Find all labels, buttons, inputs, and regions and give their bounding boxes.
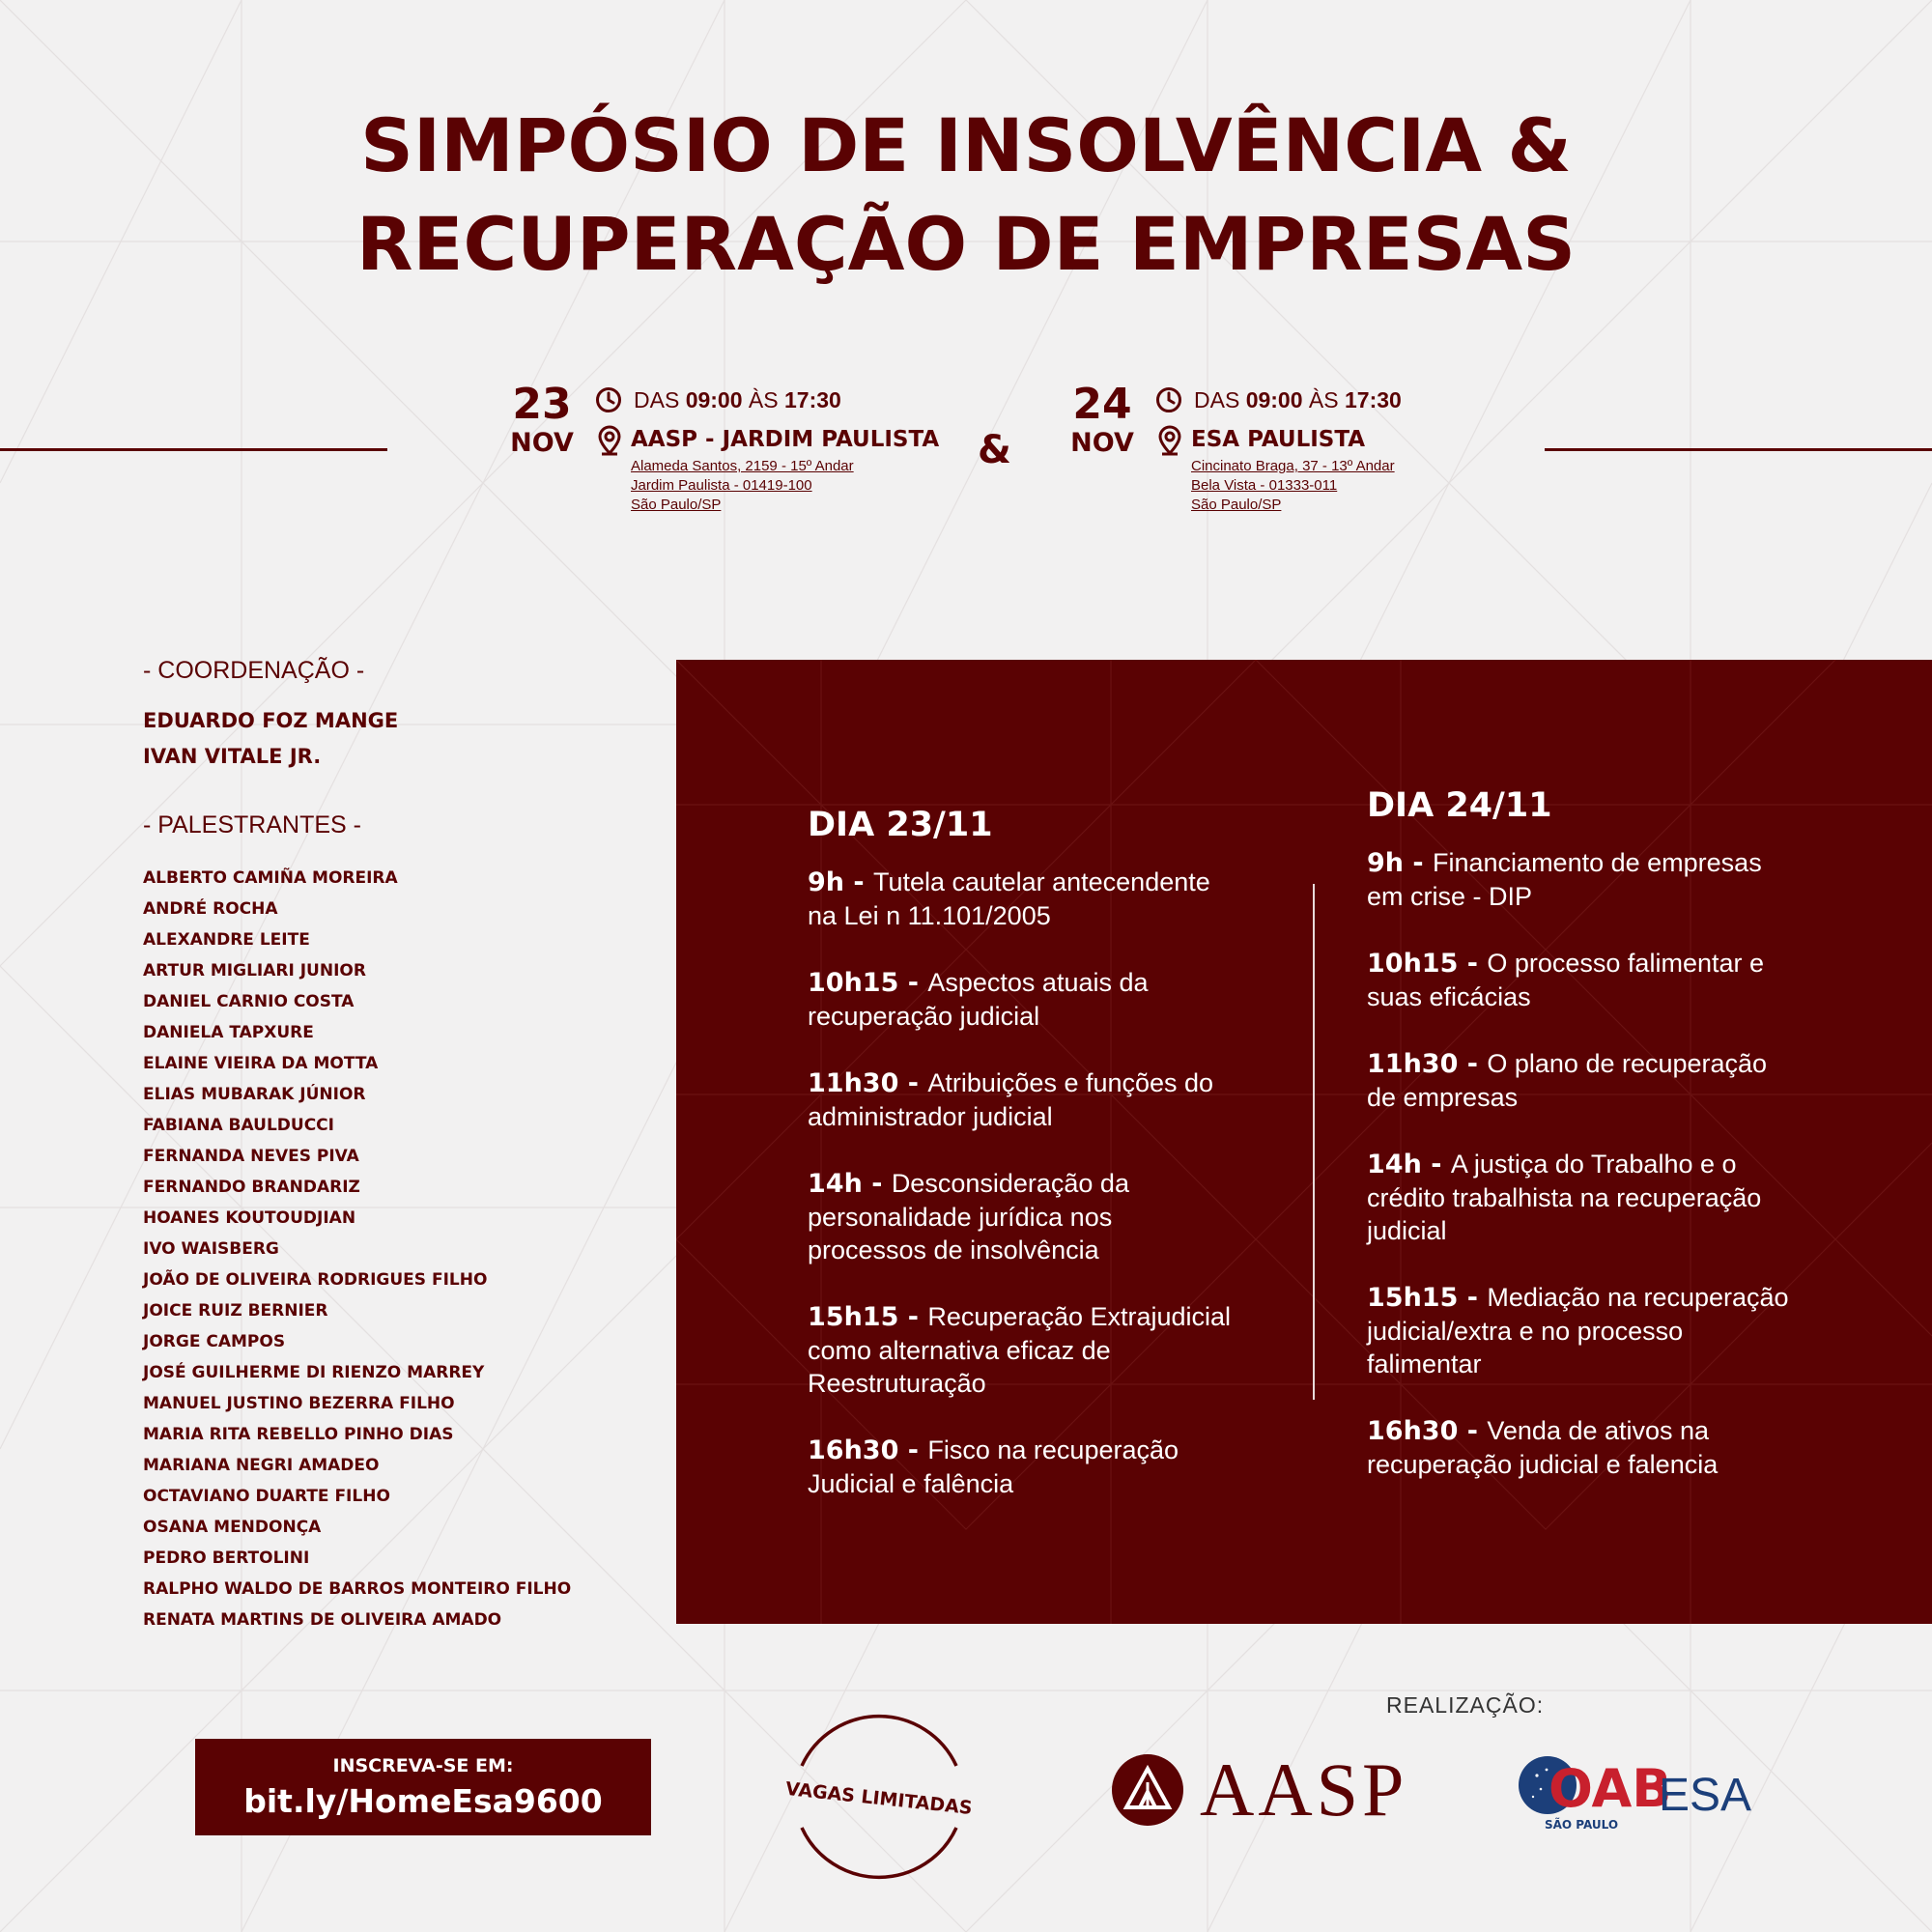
item-text: Venda de ativos na	[1487, 1416, 1710, 1445]
address-line[interactable]: Cincinato Braga, 37 - 13º Andar	[1191, 458, 1395, 474]
event-day: 23	[512, 380, 572, 429]
address-line[interactable]: Alameda Santos, 2159 - 15º Andar	[631, 458, 854, 474]
item-text: em crise - DIP	[1367, 882, 1533, 911]
ampersand: &	[978, 428, 1011, 472]
program-item	[1367, 1414, 1889, 1481]
title-line-1: SIMPÓSIO DE INSOLVÊNCIA &	[360, 102, 1572, 188]
esa-logo-text: ESA	[1659, 1770, 1752, 1821]
speaker-name: MARIANA NEGRI AMADEO	[143, 1456, 380, 1475]
coordination-heading: - COORDENAÇÃO -	[143, 657, 365, 684]
item-text: Desconsideração da	[891, 1169, 1129, 1198]
item-text: Tutela cautelar antecendente	[873, 867, 1210, 896]
event-month: NOV	[510, 428, 574, 458]
speaker-name: ALBERTO CAMIÑA MOREIRA	[143, 868, 398, 888]
item-text: Mediação na recuperação	[1487, 1283, 1789, 1312]
program-day-heading: DIA 24/11	[1367, 786, 1552, 825]
time-start: 09:00	[1245, 386, 1303, 412]
limited-spots-stamp	[765, 1700, 993, 1893]
aasp-logo-text: AASP	[1200, 1747, 1408, 1832]
speaker-name: HOANES KOUTOUDJIAN	[143, 1208, 356, 1228]
event-month: NOV	[1070, 428, 1134, 458]
signup-label: INSCREVA-SE EM:	[332, 1755, 514, 1776]
speaker-name: PEDRO BERTOLINI	[143, 1548, 310, 1568]
coordinator-name: EDUARDO FOZ MANGE	[143, 709, 399, 732]
speaker-name: MARIA RITA REBELLO PINHO DIAS	[143, 1425, 454, 1444]
event-date-2	[1063, 380, 1142, 460]
program-item	[808, 1434, 1271, 1500]
item-text: A justiça do Trabalho e o	[1450, 1150, 1737, 1179]
item-text: Financiamento de empresas	[1433, 848, 1762, 877]
venue-name-2: ESA PAULISTA	[1191, 427, 1366, 452]
speaker-name: DANIEL CARNIO COSTA	[143, 992, 355, 1011]
item-text: judicial	[1367, 1216, 1447, 1245]
program-item	[1367, 1148, 1889, 1247]
speaker-name: RENATA MARTINS DE OLIVEIRA AMADO	[143, 1610, 502, 1630]
item-time: 10h15 -	[808, 968, 928, 998]
item-time: 15h15 -	[808, 1302, 928, 1332]
item-text: personalidade jurídica nos	[808, 1203, 1113, 1232]
program-item	[808, 1167, 1271, 1266]
organizers-label: REALIZAÇÃO:	[1386, 1692, 1545, 1718]
coordinator-name: IVAN VITALE JR.	[143, 745, 322, 768]
divider-line-right	[1545, 448, 1932, 451]
speaker-name: JOICE RUIZ BERNIER	[143, 1301, 328, 1321]
item-text: Atribuições e funções do	[927, 1068, 1214, 1097]
item-text: como alternativa eficaz de	[808, 1336, 1111, 1365]
item-text: Fisco na recuperação	[927, 1435, 1179, 1464]
speaker-name: FERNANDA NEVES PIVA	[143, 1147, 359, 1166]
address-line[interactable]: Bela Vista - 01333-011	[1191, 477, 1338, 494]
program-item	[808, 966, 1271, 1033]
time-end: 17:30	[1344, 386, 1402, 412]
item-text: de empresas	[1367, 1083, 1519, 1112]
address-line[interactable]: Jardim Paulista - 01419-100	[631, 477, 812, 494]
speaker-name: OSANA MENDONÇA	[143, 1518, 322, 1537]
program-item	[808, 1300, 1271, 1400]
item-text: Judicial e falência	[808, 1469, 1014, 1498]
item-text: administrador judicial	[808, 1102, 1053, 1131]
item-text: na Lei n 11.101/2005	[808, 901, 1051, 930]
signup-button[interactable]	[195, 1739, 651, 1835]
time-end: 17:30	[783, 386, 841, 412]
item-text: Aspectos atuais da	[927, 968, 1149, 997]
address-line[interactable]: São Paulo/SP	[1191, 497, 1282, 513]
item-time: 14h -	[808, 1169, 892, 1199]
time-mid: ÀS	[742, 386, 784, 412]
program-day-heading: DIA 23/11	[808, 806, 993, 844]
location-pin-icon	[596, 425, 623, 456]
event-day: 24	[1072, 380, 1132, 429]
event-title	[0, 97, 1932, 294]
item-time: 9h -	[1367, 848, 1434, 878]
item-time: 16h30 -	[808, 1435, 928, 1465]
venue-address-1	[631, 457, 854, 515]
item-text: O processo falimentar e	[1487, 949, 1764, 978]
program-item	[808, 1066, 1271, 1133]
location-pin-icon	[1156, 425, 1183, 456]
time-prefix: DAS	[634, 386, 686, 412]
clock-icon	[595, 386, 622, 413]
program-item	[1367, 1047, 1889, 1114]
program-day-1	[808, 804, 1271, 1534]
item-time: 16h30 -	[1367, 1416, 1488, 1446]
item-text: processos de insolvência	[808, 1236, 1099, 1264]
item-time: 15h15 -	[1367, 1283, 1488, 1313]
item-text: recuperação judicial	[808, 1002, 1040, 1031]
time-mid: ÀS	[1302, 386, 1345, 412]
address-line[interactable]: São Paulo/SP	[631, 497, 722, 513]
speaker-name: JOSÉ GUILHERME DI RIENZO MARREY	[143, 1363, 485, 1382]
speaker-name: OCTAVIANO DUARTE FILHO	[143, 1487, 390, 1506]
oab-esa-logo[interactable]	[1512, 1750, 1753, 1833]
speaker-name: ELAINE VIEIRA DA MOTTA	[143, 1054, 379, 1073]
speakers-heading: - PALESTRANTES -	[143, 811, 361, 838]
speaker-name: ELIAS MUBARAK JÚNIOR	[143, 1085, 366, 1104]
event-date-1	[502, 380, 582, 460]
speakers-list	[143, 863, 571, 1635]
speaker-name: FABIANA BAULDUCCI	[143, 1116, 334, 1135]
item-text: Recuperação Extrajudicial	[927, 1302, 1232, 1331]
speaker-name: FERNANDO BRANDARIZ	[143, 1178, 360, 1197]
title-line-2: RECUPERAÇÃO DE EMPRESAS	[356, 201, 1576, 287]
item-text: suas eficácias	[1367, 982, 1531, 1011]
item-time: 11h30 -	[808, 1068, 928, 1098]
item-time: 9h -	[808, 867, 874, 897]
clock-icon	[1155, 386, 1182, 413]
speaker-name: ALEXANDRE LEITE	[143, 930, 310, 950]
time-prefix: DAS	[1194, 386, 1246, 412]
stamp-text: VAGAS LIMITADAS	[784, 1777, 974, 1820]
item-text: falimentar	[1367, 1350, 1482, 1378]
speaker-name: MANUEL JUSTINO BEZERRA FILHO	[143, 1394, 455, 1413]
program-panel	[676, 660, 1932, 1624]
item-time: 11h30 -	[1367, 1049, 1488, 1079]
item-text: O plano de recuperação	[1487, 1049, 1768, 1078]
item-text: recuperação judicial e falencia	[1367, 1450, 1719, 1479]
speaker-name: RALPHO WALDO DE BARROS MONTEIRO FILHO	[143, 1579, 572, 1599]
venue-address-2	[1191, 457, 1395, 515]
oab-logo-text: OAB	[1548, 1758, 1672, 1819]
program-item	[808, 866, 1271, 932]
speaker-name: JOÃO DE OLIVEIRA RODRIGUES FILHO	[143, 1270, 488, 1290]
divider-line-left	[0, 448, 387, 451]
signup-link[interactable]: bit.ly/HomeEsa9600	[243, 1782, 603, 1820]
item-time: 10h15 -	[1367, 949, 1488, 979]
program-divider	[1313, 884, 1315, 1400]
aasp-logo-icon	[1111, 1753, 1184, 1827]
speaker-name: JORGE CAMPOS	[143, 1332, 286, 1351]
program-item	[1367, 1281, 1889, 1380]
speaker-name: IVO WAISBERG	[143, 1239, 279, 1259]
event-time-2	[1155, 386, 1402, 413]
event-time-1	[595, 386, 841, 413]
program-day-2	[1367, 784, 1889, 1515]
time-start: 09:00	[685, 386, 743, 412]
item-text: crédito trabalhista na recuperação	[1367, 1183, 1762, 1212]
speaker-name: DANIELA TAPXURE	[143, 1023, 314, 1042]
speaker-name: ANDRÉ ROCHA	[143, 899, 278, 919]
venue-name-1: AASP - JARDIM PAULISTA	[631, 427, 940, 452]
item-time: 14h -	[1367, 1150, 1451, 1179]
program-item	[1367, 947, 1889, 1013]
speaker-name: ARTUR MIGLIARI JUNIOR	[143, 961, 366, 980]
item-text: judicial/extra e no processo	[1367, 1317, 1684, 1346]
aasp-logo[interactable]	[1111, 1747, 1407, 1833]
oab-subtitle: SÃO PAULO	[1545, 1818, 1619, 1832]
item-text: Reestruturação	[808, 1369, 986, 1398]
program-item	[1367, 846, 1889, 913]
coordination-list	[143, 703, 398, 775]
